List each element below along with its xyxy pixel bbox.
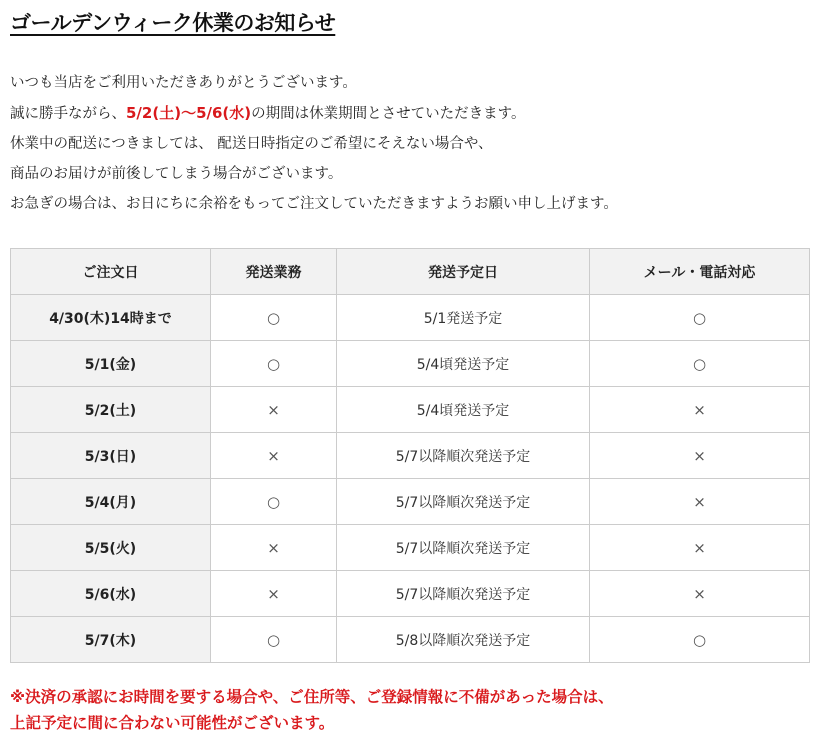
- support-status-cell: ○: [590, 295, 810, 341]
- intro-line-2-before: 誠に勝手ながら、: [10, 106, 126, 122]
- header-scheduled-date: 発送予定日: [337, 249, 590, 295]
- header-shipping-work: 発送業務: [211, 249, 337, 295]
- shipping-status-cell: ×: [211, 571, 337, 617]
- scheduled-date-cell: 5/7以降順次発送予定: [337, 525, 590, 571]
- caution-note: [10, 684, 614, 736]
- header-support: メール・電話対応: [590, 249, 810, 295]
- table-row: [11, 525, 810, 571]
- intro-text: [10, 68, 810, 219]
- scheduled-date-cell: 5/8以降順次発送予定: [337, 617, 590, 663]
- scheduled-date-cell: 5/7以降順次発送予定: [337, 479, 590, 525]
- table-row: [11, 341, 810, 387]
- intro-line-2: [10, 98, 810, 129]
- table-row: [11, 617, 810, 663]
- caution-note-line-1: ※決済の承認にお時間を要する場合や、ご住所等、ご登録情報に不備があった場合は、: [10, 688, 614, 706]
- table-row: [11, 571, 810, 617]
- scheduled-date-cell: 5/4頃発送予定: [337, 341, 590, 387]
- table-row: [11, 479, 810, 525]
- intro-line-5: お急ぎの場合は、お日にちに余裕をもってご注文していただきますようお願い申し上げます。: [10, 196, 618, 212]
- order-date-cell: 5/5(火): [11, 525, 211, 571]
- table-row: [11, 295, 810, 341]
- support-status-cell: ×: [590, 525, 810, 571]
- scheduled-date-cell: 5/4頃発送予定: [337, 387, 590, 433]
- shipping-status-cell: ×: [211, 387, 337, 433]
- scheduled-date-cell: 5/7以降順次発送予定: [337, 433, 590, 479]
- intro-line-1: いつも当店をご利用いただきありがとうございます。: [10, 75, 357, 91]
- order-date-cell: 5/4(月): [11, 479, 211, 525]
- scheduled-date-cell: 5/1発送予定: [337, 295, 590, 341]
- support-status-cell: ×: [590, 571, 810, 617]
- header-order-date: ご注文日: [11, 249, 211, 295]
- page-title: ゴールデンウィーク休業のお知らせ: [10, 11, 336, 35]
- scheduled-date-cell: 5/7以降順次発送予定: [337, 571, 590, 617]
- intro-line-4: 商品のお届けが前後してしまう場合がございます。: [10, 166, 343, 182]
- support-status-cell: ×: [590, 479, 810, 525]
- support-status-cell: ×: [590, 387, 810, 433]
- shipping-status-cell: ○: [211, 479, 337, 525]
- intro-line-3: 休業中の配送につきましては、 配送日時指定のご希望にそえない場合や、: [10, 136, 493, 152]
- table-row: [11, 433, 810, 479]
- support-status-cell: ○: [590, 341, 810, 387]
- support-status-cell: ○: [590, 617, 810, 663]
- shipping-status-cell: ×: [211, 525, 337, 571]
- order-date-cell: 5/6(水): [11, 571, 211, 617]
- order-date-cell: 5/2(土): [11, 387, 211, 433]
- order-date-cell: 5/7(木): [11, 617, 211, 663]
- order-date-cell: 5/3(日): [11, 433, 211, 479]
- intro-line-2-after: の期間は休業期間とさせていただきます。: [251, 106, 526, 122]
- shipping-schedule-table: [10, 248, 810, 663]
- shipping-status-cell: ○: [211, 341, 337, 387]
- shipping-status-cell: ×: [211, 433, 337, 479]
- support-status-cell: ×: [590, 433, 810, 479]
- order-date-cell: 4/30(木)14時まで: [11, 295, 211, 341]
- table-header-row: [11, 249, 810, 295]
- closure-period: 5/2(土)〜5/6(水): [126, 104, 252, 122]
- order-date-cell: 5/1(金): [11, 341, 211, 387]
- shipping-status-cell: ○: [211, 295, 337, 341]
- table-row: [11, 387, 810, 433]
- caution-note-line-2: 上記予定に間に合わない可能性がございます。: [10, 714, 335, 732]
- shipping-status-cell: ○: [211, 617, 337, 663]
